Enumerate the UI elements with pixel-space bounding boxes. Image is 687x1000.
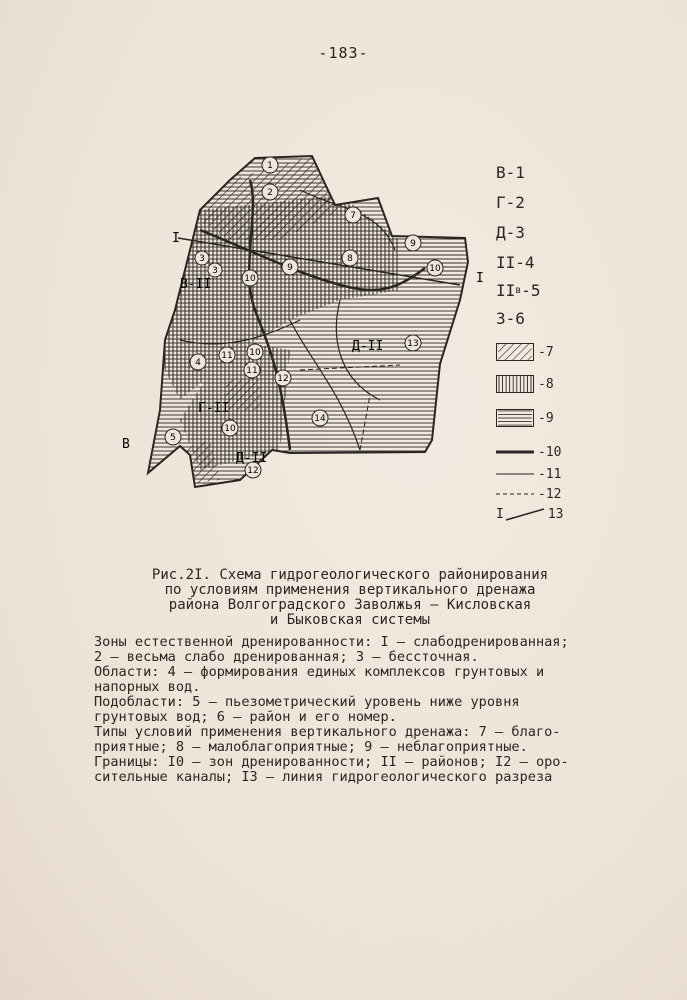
region-number: 10 [249,348,261,358]
region-number: 4 [195,358,201,368]
zone-label-v: В [122,437,130,452]
note-line: напорных вод. [94,679,201,695]
thin-line-swatch [496,471,534,477]
legend-item-7 [496,340,554,364]
region-number: 11 [221,351,233,361]
note-line: Подобласти: 5 – пьезометрический уровень ниже уровня [94,694,520,710]
region-number: 13 [407,339,419,349]
legend-sup: в [515,284,522,296]
zone-label-g-ii: Г-II [198,401,230,416]
legend-label: 13 [547,506,564,522]
map-fill [140,150,480,490]
region-number: 11 [246,366,258,376]
region-number: 1 [267,161,273,171]
note-line: приятные; 8 – малоблагоприятные; 9 – неблагоприятные. [94,739,528,755]
legend-label: В-1 [496,162,525,182]
legend-explanation [94,635,654,785]
legend-item-6 [496,306,525,330]
section-mark: I [496,506,504,522]
zone-label-v-ii: В-II [180,277,212,292]
region-number: 2 [267,188,273,198]
region-number: 10 [429,264,441,274]
region-number: 3 [212,266,218,276]
legend-label: -7 [538,344,554,360]
note-line: Границы: I0 – зон дренированности; II – районов; I2 – оро- [94,754,569,770]
legend-item-8 [496,372,554,396]
legend-item-2 [496,190,525,214]
legend-item-10 [496,440,561,464]
legend-label: -12 [538,486,562,502]
legend-label: З-6 [496,308,525,328]
note-line: Типы условий применения вертикального дренажа: 7 – благо- [94,724,561,740]
region-number: 5 [170,433,176,443]
vertical-hatch-swatch [496,375,534,393]
hydrogeological-map [122,150,484,490]
caption-line: и Быковская системы [269,612,431,628]
legend-label: -8 [538,376,554,392]
legend-suffix: -5 [521,280,541,300]
region-marker [262,184,278,200]
region-marker [208,263,222,277]
horizontal-hatch-swatch [496,409,534,427]
region-number: 9 [287,263,293,273]
legend-item-3 [496,220,525,244]
legend-label: Г-2 [496,192,525,212]
region-number: 14 [314,414,326,424]
region-number: 10 [224,424,236,434]
map-svg [122,150,484,490]
caption-line: Рис.2I. Схема гидрогеологического районирования [151,567,549,583]
legend-label: Д-3 [496,222,525,242]
legend-item-9 [496,406,554,430]
diagonal-hatch-swatch [496,343,534,361]
legend-item-4 [496,250,535,274]
region-marker [190,354,206,370]
note-line: Области: 4 – формирования единых комплексов грунтовых и [94,664,545,680]
map-legend [496,160,616,530]
legend-item-13 [496,502,563,526]
note-line: Зоны естественной дренированности: I – слабодренированная; [94,634,569,650]
note-line: грунтовых вод; 6 – район и его номер. [94,709,397,725]
legend-item-5 [496,278,541,302]
caption-line: по условиям применения вертикального дренажа [164,582,536,598]
caption-line: района Волгоградского Заволжья – Кисловская [168,597,532,613]
section-line-swatch [506,506,544,522]
legend-label: II-4 [496,252,535,272]
region-marker [165,429,181,445]
region-number: 8 [347,254,353,264]
note-line: сительные каналы; I3 – линия гидрогеологического разреза [94,769,553,785]
region-marker [195,251,209,265]
region-number: 7 [350,211,356,221]
legend-label: -10 [538,444,562,460]
legend-label: -9 [538,410,554,426]
legend-label: II [496,280,516,300]
region-number: 10 [244,274,256,284]
legend-label: -11 [538,466,562,482]
note-line: 2 – весьма слабо дренированная; 3 – бессточная. [94,649,479,665]
page-number: -183- [318,44,369,62]
region-number: 12 [277,374,289,384]
region-marker [262,157,278,173]
section-line-start: I [172,231,180,246]
region-number: 12 [247,466,259,476]
figure-caption [100,568,600,628]
region-number: 9 [410,239,416,249]
zone-label-d-ii-south: Д-II [236,451,268,466]
region-number: 3 [199,254,205,264]
legend-item-1 [496,160,525,184]
section-line-end: I [476,271,484,286]
thick-line-swatch [496,449,534,455]
dashed-line-swatch [496,491,534,497]
zone-label-d-ii: Д-II [352,339,384,354]
